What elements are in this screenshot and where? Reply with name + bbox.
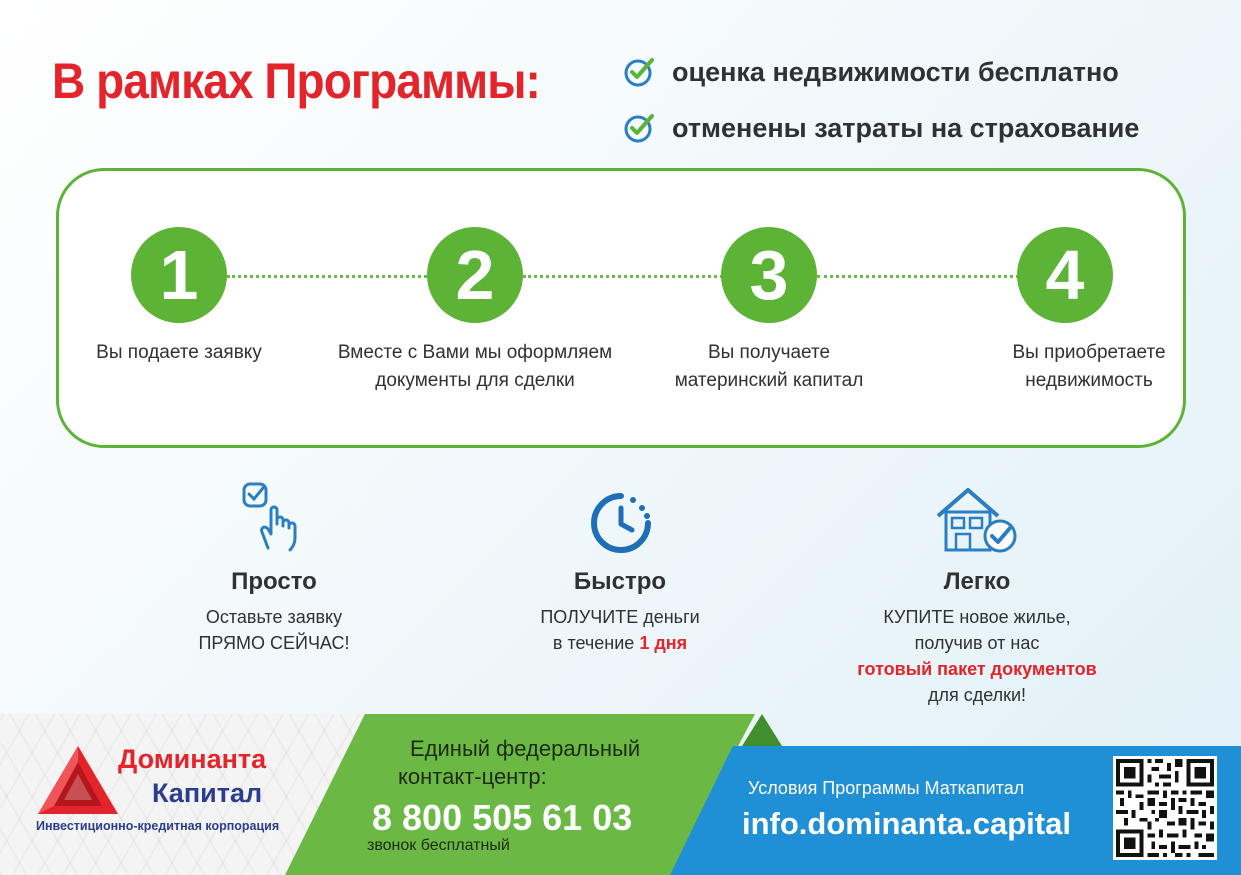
feature-line: КУПИТЕ новое жилье, bbox=[883, 607, 1071, 627]
page-title: В рамках Программы: bbox=[52, 53, 540, 109]
step-connector bbox=[817, 275, 1019, 278]
logo-name-top: Доминанта bbox=[118, 744, 267, 774]
feature-title-simple: Просто bbox=[231, 568, 317, 595]
benefit-text: оценка недвижимости бесплатно bbox=[672, 56, 1119, 87]
feature-highlight: 1 дня bbox=[639, 633, 688, 653]
feature-line: Оставьте заявку bbox=[205, 607, 343, 627]
step-text-line: Вы приобретаете bbox=[1012, 342, 1166, 363]
step-text-line: документы для сделки bbox=[375, 370, 575, 391]
step-description-4 bbox=[919, 339, 1241, 395]
step-text-line: материнский капитал bbox=[674, 370, 864, 391]
step-number-1: 1 bbox=[131, 227, 227, 323]
step-connector bbox=[227, 275, 427, 278]
step-text-line: Вместе с Вами мы оформляем bbox=[337, 342, 613, 363]
phone-note: звонок бесплатный bbox=[367, 837, 510, 854]
conditions-label: Условия Программы Маткапитал bbox=[748, 778, 1025, 798]
benefit-text: отменены затраты на страхование bbox=[672, 112, 1140, 143]
benefits-list bbox=[622, 44, 1139, 156]
feature-title-easy: Легко bbox=[943, 568, 1011, 595]
feature-text-fast bbox=[450, 604, 790, 656]
feature-line: для сделки! bbox=[927, 685, 1027, 705]
qr-code[interactable] bbox=[1113, 756, 1217, 860]
feature-line: получив от нас bbox=[914, 633, 1040, 653]
step-number-4: 4 bbox=[1017, 227, 1113, 323]
step-number-3: 3 bbox=[721, 227, 817, 323]
feature-highlight: готовый пакет документов bbox=[857, 659, 1097, 679]
step-text-line: Вы подаете заявку bbox=[96, 342, 262, 363]
feature-text-easy bbox=[807, 604, 1147, 708]
logo-name-bottom: Капитал bbox=[152, 778, 263, 808]
step-text-line: Вы получаете bbox=[707, 342, 831, 363]
step-text-line: недвижимость bbox=[1025, 370, 1153, 391]
feature-text-simple bbox=[104, 604, 444, 656]
step-description-2 bbox=[305, 339, 645, 395]
step-description-1 bbox=[9, 339, 349, 367]
clock-icon bbox=[588, 490, 654, 556]
steps-panel bbox=[56, 168, 1186, 448]
check-circle-icon bbox=[622, 111, 656, 145]
step-description-3 bbox=[599, 339, 939, 395]
logo-subtitle: Инвестиционно-кредитная корпорация bbox=[36, 819, 280, 833]
feature-title-fast: Быстро bbox=[573, 568, 667, 595]
qr-code-icon bbox=[1116, 759, 1214, 857]
contact-heading-line1: Единый федеральный bbox=[410, 736, 641, 761]
contact-heading-line2: контакт-центр: bbox=[398, 764, 547, 789]
benefit-item bbox=[622, 100, 1139, 156]
feature-line bbox=[450, 630, 790, 656]
check-circle-icon bbox=[622, 55, 656, 89]
feature-line: ПОЛУЧИТЕ деньги bbox=[540, 607, 700, 627]
step-connector bbox=[523, 275, 723, 278]
feature-text-part: в течение bbox=[552, 633, 635, 653]
logo-triangle-icon bbox=[36, 744, 120, 816]
benefit-item bbox=[622, 44, 1139, 100]
website-link[interactable]: info.dominanta.capital bbox=[742, 806, 1071, 841]
feature-line: ПРЯМО СЕЙЧАС! bbox=[198, 633, 350, 653]
phone-number-link[interactable]: 8 800 505 61 03 bbox=[372, 797, 633, 838]
house-check-icon bbox=[934, 484, 1020, 556]
step-number-2: 2 bbox=[427, 227, 523, 323]
footer bbox=[0, 714, 1241, 875]
tap-check-icon bbox=[238, 480, 310, 556]
